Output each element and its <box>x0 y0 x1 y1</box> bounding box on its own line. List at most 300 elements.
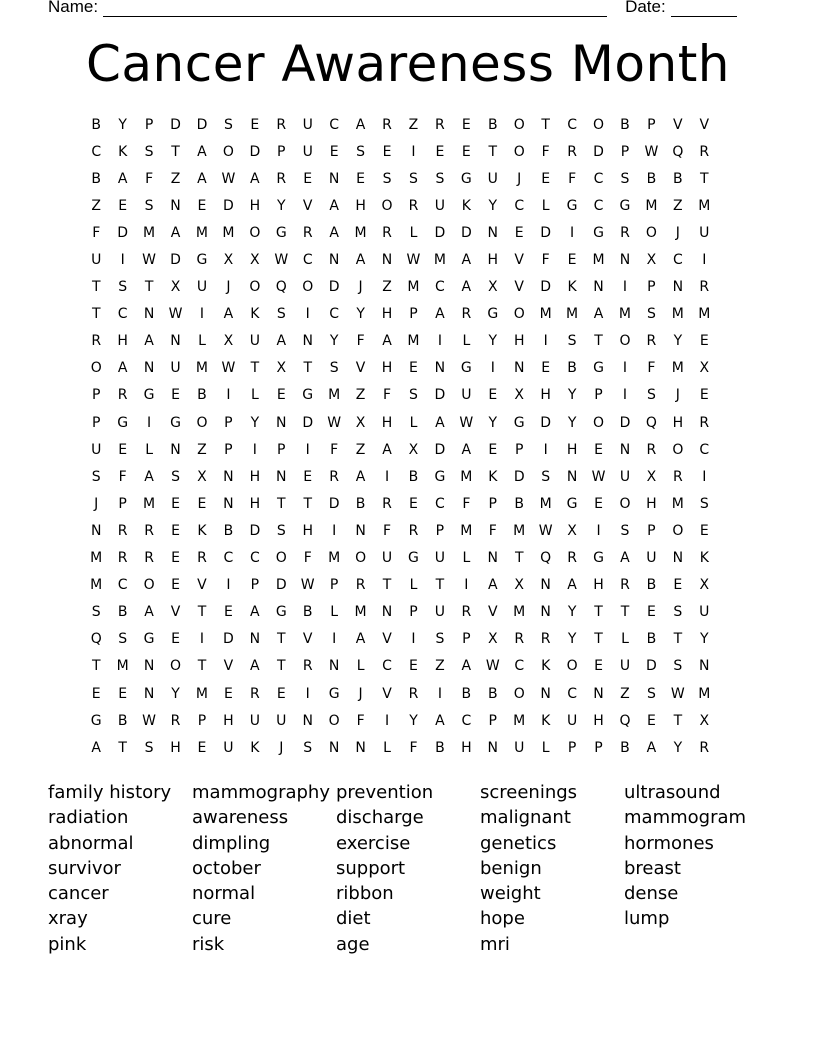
grid-letter[interactable]: N <box>593 685 604 702</box>
name-field[interactable] <box>103 0 607 17</box>
grid-letter[interactable]: X <box>408 441 419 458</box>
grid-letter[interactable]: P <box>144 116 154 133</box>
grid-letter[interactable]: H <box>381 306 393 323</box>
grid-letter[interactable]: B <box>435 739 445 756</box>
grid-letter[interactable]: U <box>249 712 260 729</box>
grid-letter[interactable]: T <box>91 306 101 323</box>
grid-letter[interactable]: A <box>223 306 234 323</box>
grid-letter[interactable]: X <box>197 468 207 485</box>
grid-letter[interactable]: I <box>226 387 231 404</box>
grid-letter[interactable]: N <box>143 658 155 675</box>
grid-letter[interactable]: M <box>143 224 156 241</box>
grid-letter[interactable]: U <box>646 550 657 567</box>
grid-letter[interactable]: U <box>302 116 313 133</box>
grid-letter[interactable]: O <box>645 224 657 241</box>
grid-letter[interactable]: G <box>275 224 287 241</box>
grid-letter[interactable]: M <box>328 550 341 567</box>
grid-letter[interactable]: F <box>462 495 471 512</box>
grid-letter[interactable]: A <box>435 306 445 323</box>
grid-letter[interactable]: E <box>329 143 339 160</box>
grid-letter[interactable]: O <box>672 522 684 539</box>
grid-letter[interactable]: P <box>488 495 497 512</box>
grid-letter[interactable]: E <box>171 387 180 404</box>
grid-letter[interactable]: C <box>435 495 445 512</box>
grid-letter[interactable]: M <box>90 550 103 567</box>
grid-letter[interactable]: I <box>543 333 548 350</box>
grid-letter[interactable]: T <box>620 604 630 621</box>
grid-letter[interactable]: R <box>329 468 340 485</box>
grid-letter[interactable]: S <box>567 333 577 350</box>
grid-letter[interactable]: T <box>303 495 312 512</box>
grid-letter[interactable]: K <box>118 143 128 160</box>
grid-letter[interactable]: Y <box>700 631 709 648</box>
grid-letter[interactable]: N <box>434 360 446 377</box>
grid-letter[interactable]: B <box>461 685 472 702</box>
grid-letter[interactable]: M <box>645 197 658 214</box>
grid-letter[interactable]: A <box>355 116 366 133</box>
grid-letter[interactable]: L <box>383 739 391 756</box>
grid-letter[interactable]: Y <box>567 631 577 648</box>
grid-letter[interactable]: H <box>170 739 181 756</box>
grid-letter[interactable]: E <box>197 739 207 756</box>
grid-letter[interactable]: I <box>622 360 628 377</box>
grid-letter[interactable]: V <box>302 197 313 214</box>
grid-letter[interactable]: T <box>594 333 603 350</box>
grid-letter[interactable]: N <box>223 495 234 512</box>
grid-letter[interactable]: K <box>488 468 498 485</box>
grid-letter[interactable]: Y <box>567 387 577 404</box>
grid-letter[interactable]: A <box>382 333 392 350</box>
grid-letter[interactable]: H <box>513 333 525 350</box>
grid-letter[interactable]: S <box>673 604 683 621</box>
grid-letter[interactable]: O <box>513 116 525 133</box>
grid-letter[interactable]: C <box>223 550 234 567</box>
grid-letter[interactable]: D <box>460 224 472 241</box>
grid-letter[interactable]: L <box>145 441 153 458</box>
grid-letter[interactable]: B <box>646 170 657 187</box>
grid-letter[interactable]: A <box>593 306 604 323</box>
grid-letter[interactable]: R <box>302 224 313 241</box>
grid-letter[interactable]: T <box>197 604 207 621</box>
grid-letter[interactable]: U <box>196 279 208 296</box>
grid-letter[interactable]: X <box>487 279 498 296</box>
grid-letter[interactable]: O <box>619 333 631 350</box>
grid-letter[interactable]: N <box>513 360 525 377</box>
grid-letter[interactable]: E <box>409 495 418 512</box>
grid-letter[interactable]: M <box>539 306 552 323</box>
grid-letter[interactable]: E <box>118 441 128 458</box>
grid-letter[interactable]: B <box>91 116 102 133</box>
grid-letter[interactable]: C <box>461 712 472 729</box>
grid-letter[interactable]: J <box>226 279 231 296</box>
grid-letter[interactable]: I <box>199 631 205 648</box>
grid-letter[interactable]: P <box>488 712 497 729</box>
grid-letter[interactable]: W <box>168 306 183 323</box>
grid-letter[interactable]: J <box>675 224 680 241</box>
grid-letter[interactable]: O <box>593 414 605 431</box>
grid-letter[interactable]: E <box>276 685 286 702</box>
grid-letter[interactable]: Z <box>673 197 683 214</box>
grid-letter[interactable]: T <box>673 631 683 648</box>
grid-letter[interactable]: J <box>94 495 99 512</box>
grid-letter[interactable]: E <box>646 604 656 621</box>
grid-letter[interactable]: M <box>433 252 446 269</box>
grid-letter[interactable]: Z <box>382 279 392 296</box>
grid-letter[interactable]: S <box>646 685 656 702</box>
grid-letter[interactable]: Y <box>250 414 260 431</box>
grid-letter[interactable]: K <box>461 197 471 214</box>
grid-letter[interactable]: H <box>672 414 684 431</box>
grid-letter[interactable]: M <box>539 495 552 512</box>
grid-letter[interactable]: R <box>699 279 710 296</box>
grid-letter[interactable]: J <box>517 170 522 187</box>
grid-letter[interactable]: V <box>223 658 234 675</box>
grid-letter[interactable]: D <box>223 631 234 648</box>
grid-letter[interactable]: L <box>621 631 629 648</box>
grid-letter[interactable]: O <box>619 495 631 512</box>
grid-letter[interactable]: T <box>303 360 312 377</box>
grid-letter[interactable]: Y <box>567 414 577 431</box>
grid-letter[interactable]: O <box>566 658 578 675</box>
grid-letter[interactable]: S <box>646 387 656 404</box>
grid-letter[interactable]: O <box>513 685 525 702</box>
grid-letter[interactable]: K <box>250 739 260 756</box>
grid-letter[interactable]: G <box>566 197 578 214</box>
grid-letter[interactable]: U <box>461 387 472 404</box>
grid-letter[interactable]: M <box>195 685 209 702</box>
grid-letter[interactable]: C <box>117 306 128 323</box>
grid-letter[interactable]: X <box>646 468 657 485</box>
grid-letter[interactable]: C <box>699 441 710 458</box>
grid-letter[interactable]: R <box>144 550 154 567</box>
grid-letter[interactable]: F <box>383 387 392 404</box>
grid-letter[interactable]: V <box>170 604 181 621</box>
grid-letter[interactable]: J <box>358 685 363 702</box>
grid-letter[interactable]: C <box>672 252 683 269</box>
grid-letter[interactable]: D <box>249 143 261 160</box>
grid-letter[interactable]: S <box>435 170 445 187</box>
grid-letter[interactable]: O <box>672 441 684 458</box>
grid-letter[interactable]: N <box>143 685 155 702</box>
grid-letter[interactable]: N <box>90 522 102 539</box>
grid-letter[interactable]: Y <box>356 306 365 323</box>
grid-letter[interactable]: C <box>382 658 392 675</box>
grid-letter[interactable]: E <box>541 360 551 377</box>
grid-letter[interactable]: H <box>646 495 657 512</box>
grid-letter[interactable]: P <box>435 522 445 539</box>
grid-letter[interactable]: M <box>513 522 526 539</box>
grid-letter[interactable]: T <box>541 116 550 133</box>
grid-letter[interactable]: C <box>249 550 260 567</box>
grid-letter[interactable]: X <box>355 414 366 431</box>
grid-letter[interactable]: A <box>461 441 472 458</box>
grid-letter[interactable]: C <box>593 197 604 214</box>
grid-letter[interactable]: U <box>249 333 260 350</box>
grid-letter[interactable]: A <box>382 441 392 458</box>
grid-letter[interactable]: T <box>594 604 603 621</box>
grid-letter[interactable]: S <box>144 739 154 756</box>
grid-letter[interactable]: U <box>619 658 631 675</box>
grid-letter[interactable]: E <box>276 387 286 404</box>
grid-letter[interactable]: A <box>250 170 260 187</box>
grid-letter[interactable]: L <box>462 550 471 567</box>
grid-letter[interactable]: J <box>358 279 363 296</box>
grid-letter[interactable]: B <box>673 170 683 187</box>
grid-letter[interactable]: K <box>567 279 577 296</box>
grid-letter[interactable]: P <box>409 604 418 621</box>
grid-letter[interactable]: N <box>566 468 578 485</box>
grid-letter[interactable]: A <box>329 197 339 214</box>
grid-letter[interactable]: R <box>435 116 445 133</box>
grid-letter[interactable]: C <box>514 197 525 214</box>
grid-letter[interactable]: V <box>699 116 710 133</box>
grid-letter[interactable]: Y <box>488 333 498 350</box>
grid-letter[interactable]: F <box>92 224 101 241</box>
grid-letter[interactable]: I <box>305 441 310 458</box>
grid-letter[interactable]: P <box>224 414 233 431</box>
grid-letter[interactable]: E <box>91 685 101 702</box>
grid-letter[interactable]: D <box>249 522 261 539</box>
grid-letter[interactable]: R <box>646 441 657 458</box>
grid-letter[interactable]: R <box>117 522 128 539</box>
grid-letter[interactable]: F <box>356 333 365 350</box>
grid-letter[interactable]: U <box>91 441 102 458</box>
grid-letter[interactable]: R <box>540 631 551 648</box>
grid-letter[interactable]: E <box>673 577 683 594</box>
grid-letter[interactable]: M <box>328 387 341 404</box>
grid-letter[interactable]: W <box>485 658 500 675</box>
grid-letter[interactable]: T <box>488 143 498 160</box>
grid-letter[interactable]: D <box>170 252 181 269</box>
grid-letter[interactable]: B <box>355 495 366 512</box>
grid-letter[interactable]: R <box>699 414 710 431</box>
grid-letter[interactable]: F <box>383 522 392 539</box>
grid-letter[interactable]: Z <box>435 658 445 675</box>
grid-letter[interactable]: E <box>250 116 260 133</box>
grid-letter[interactable]: B <box>620 116 630 133</box>
grid-letter[interactable]: G <box>143 387 155 404</box>
grid-letter[interactable]: I <box>411 143 416 160</box>
grid-letter[interactable]: A <box>435 712 445 729</box>
grid-letter[interactable]: N <box>672 279 684 296</box>
grid-letter[interactable]: D <box>196 116 208 133</box>
grid-letter[interactable]: P <box>594 387 603 404</box>
grid-letter[interactable]: O <box>222 143 234 160</box>
grid-letter[interactable]: H <box>566 441 578 458</box>
grid-letter[interactable]: O <box>513 143 525 160</box>
grid-letter[interactable]: S <box>276 306 286 323</box>
grid-letter[interactable]: R <box>408 685 419 702</box>
grid-letter[interactable]: P <box>91 387 101 404</box>
grid-letter[interactable]: E <box>303 170 313 187</box>
grid-letter[interactable]: X <box>223 333 234 350</box>
grid-letter[interactable]: E <box>699 522 709 539</box>
grid-letter[interactable]: Y <box>567 604 577 621</box>
grid-letter[interactable]: P <box>567 739 577 756</box>
date-field[interactable] <box>671 0 737 17</box>
grid-letter[interactable]: G <box>196 252 208 269</box>
grid-letter[interactable]: E <box>171 631 180 648</box>
grid-letter[interactable]: D <box>540 414 552 431</box>
grid-letter[interactable]: N <box>540 604 551 621</box>
grid-letter[interactable]: T <box>144 279 154 296</box>
grid-letter[interactable]: S <box>144 143 154 160</box>
grid-letter[interactable]: I <box>464 577 469 594</box>
grid-letter[interactable]: G <box>275 604 287 621</box>
grid-letter[interactable]: M <box>460 468 473 485</box>
grid-letter[interactable]: R <box>567 550 577 567</box>
grid-letter[interactable]: D <box>540 279 552 296</box>
grid-letter[interactable]: N <box>328 170 340 187</box>
grid-letter[interactable]: U <box>302 143 313 160</box>
grid-letter[interactable]: R <box>382 116 392 133</box>
grid-letter[interactable]: A <box>250 658 260 675</box>
grid-letter[interactable]: R <box>276 170 287 187</box>
grid-letter[interactable]: N <box>619 252 631 269</box>
grid-letter[interactable]: O <box>90 360 102 377</box>
grid-letter[interactable]: Z <box>355 441 366 458</box>
grid-letter[interactable]: N <box>540 577 551 594</box>
grid-letter[interactable]: S <box>646 306 656 323</box>
grid-letter[interactable]: W <box>327 414 342 431</box>
grid-letter[interactable]: L <box>541 739 550 756</box>
grid-letter[interactable]: G <box>460 170 472 187</box>
grid-letter[interactable]: G <box>513 414 525 431</box>
grid-letter[interactable]: G <box>170 414 181 431</box>
grid-letter[interactable]: N <box>276 414 287 431</box>
grid-letter[interactable]: G <box>117 414 129 431</box>
grid-letter[interactable]: G <box>328 685 340 702</box>
grid-letter[interactable]: V <box>355 360 366 377</box>
grid-letter[interactable]: S <box>144 197 154 214</box>
grid-letter[interactable]: Q <box>275 279 287 296</box>
grid-letter[interactable]: K <box>699 550 709 567</box>
grid-letter[interactable]: R <box>170 712 181 729</box>
grid-letter[interactable]: S <box>541 468 551 485</box>
grid-letter[interactable]: M <box>671 306 684 323</box>
grid-letter[interactable]: M <box>116 658 129 675</box>
grid-letter[interactable]: R <box>461 604 472 621</box>
grid-letter[interactable]: U <box>699 224 710 241</box>
grid-letter[interactable]: A <box>250 604 260 621</box>
grid-letter[interactable]: G <box>434 468 446 485</box>
grid-letter[interactable]: N <box>593 279 604 296</box>
grid-letter[interactable]: H <box>381 360 393 377</box>
grid-letter[interactable]: V <box>382 685 392 702</box>
grid-letter[interactable]: I <box>147 414 152 431</box>
grid-letter[interactable]: X <box>223 252 234 269</box>
grid-letter[interactable]: M <box>513 712 526 729</box>
grid-letter[interactable]: N <box>170 197 181 214</box>
grid-letter[interactable]: D <box>117 224 129 241</box>
grid-letter[interactable]: R <box>197 550 207 567</box>
grid-letter[interactable]: M <box>354 224 367 241</box>
grid-letter[interactable]: M <box>354 604 367 621</box>
grid-letter[interactable]: B <box>646 631 657 648</box>
grid-letter[interactable]: A <box>487 577 498 594</box>
grid-letter[interactable]: U <box>566 712 578 729</box>
grid-letter[interactable]: L <box>541 197 550 214</box>
grid-letter[interactable]: U <box>91 252 102 269</box>
grid-letter[interactable]: W <box>274 252 289 269</box>
grid-letter[interactable]: O <box>381 197 393 214</box>
grid-letter[interactable]: U <box>434 197 446 214</box>
grid-letter[interactable]: C <box>117 577 128 594</box>
grid-letter[interactable]: A <box>646 739 657 756</box>
grid-letter[interactable]: D <box>434 387 446 404</box>
grid-letter[interactable]: Y <box>488 414 498 431</box>
grid-letter[interactable]: U <box>434 604 446 621</box>
grid-letter[interactable]: E <box>197 495 207 512</box>
grid-letter[interactable]: C <box>91 143 102 160</box>
grid-letter[interactable]: I <box>622 387 628 404</box>
grid-letter[interactable]: F <box>330 441 339 458</box>
grid-letter[interactable]: B <box>91 170 102 187</box>
grid-letter[interactable]: H <box>249 197 261 214</box>
grid-letter[interactable]: U <box>487 170 498 187</box>
grid-letter[interactable]: P <box>277 143 286 160</box>
grid-letter[interactable]: N <box>328 658 340 675</box>
grid-letter[interactable]: I <box>305 685 310 702</box>
grid-letter[interactable]: R <box>117 387 128 404</box>
grid-letter[interactable]: I <box>543 441 548 458</box>
grid-letter[interactable]: Y <box>118 116 127 133</box>
grid-letter[interactable]: P <box>224 441 233 458</box>
grid-letter[interactable]: K <box>197 522 207 539</box>
grid-letter[interactable]: D <box>646 658 657 675</box>
grid-letter[interactable]: A <box>170 224 181 241</box>
grid-letter[interactable]: O <box>355 550 367 567</box>
grid-letter[interactable]: P <box>250 577 260 594</box>
grid-letter[interactable]: T <box>673 712 683 729</box>
grid-letter[interactable]: P <box>514 441 524 458</box>
grid-letter[interactable]: N <box>276 468 287 485</box>
grid-letter[interactable]: T <box>91 658 101 675</box>
grid-letter[interactable]: I <box>305 306 310 323</box>
grid-letter[interactable]: A <box>329 224 339 241</box>
grid-letter[interactable]: Y <box>409 712 418 729</box>
grid-letter[interactable]: Z <box>408 116 419 133</box>
grid-letter[interactable]: U <box>223 739 234 756</box>
grid-letter[interactable]: S <box>620 170 630 187</box>
grid-letter[interactable]: W <box>221 360 236 377</box>
grid-letter[interactable]: P <box>462 631 471 648</box>
grid-letter[interactable]: C <box>514 658 525 675</box>
grid-letter[interactable]: D <box>434 441 446 458</box>
grid-letter[interactable]: W <box>221 170 236 187</box>
grid-letter[interactable]: S <box>329 360 339 377</box>
grid-letter[interactable]: S <box>409 170 418 187</box>
grid-letter[interactable]: V <box>487 604 498 621</box>
grid-letter[interactable]: Y <box>329 333 339 350</box>
grid-letter[interactable]: F <box>647 360 656 377</box>
grid-letter[interactable]: B <box>408 468 419 485</box>
grid-letter[interactable]: S <box>409 387 418 404</box>
grid-letter[interactable]: D <box>434 224 446 241</box>
grid-letter[interactable]: P <box>277 441 286 458</box>
grid-letter[interactable]: E <box>171 550 180 567</box>
grid-letter[interactable]: E <box>514 224 524 241</box>
grid-letter[interactable]: K <box>541 658 551 675</box>
grid-letter[interactable]: X <box>646 252 657 269</box>
grid-letter[interactable]: M <box>460 522 473 539</box>
grid-letter[interactable]: A <box>620 550 630 567</box>
grid-letter[interactable]: E <box>699 333 709 350</box>
grid-letter[interactable]: R <box>461 306 472 323</box>
grid-letter[interactable]: M <box>222 224 235 241</box>
grid-letter[interactable]: A <box>117 360 128 377</box>
grid-letter[interactable]: M <box>671 495 684 512</box>
